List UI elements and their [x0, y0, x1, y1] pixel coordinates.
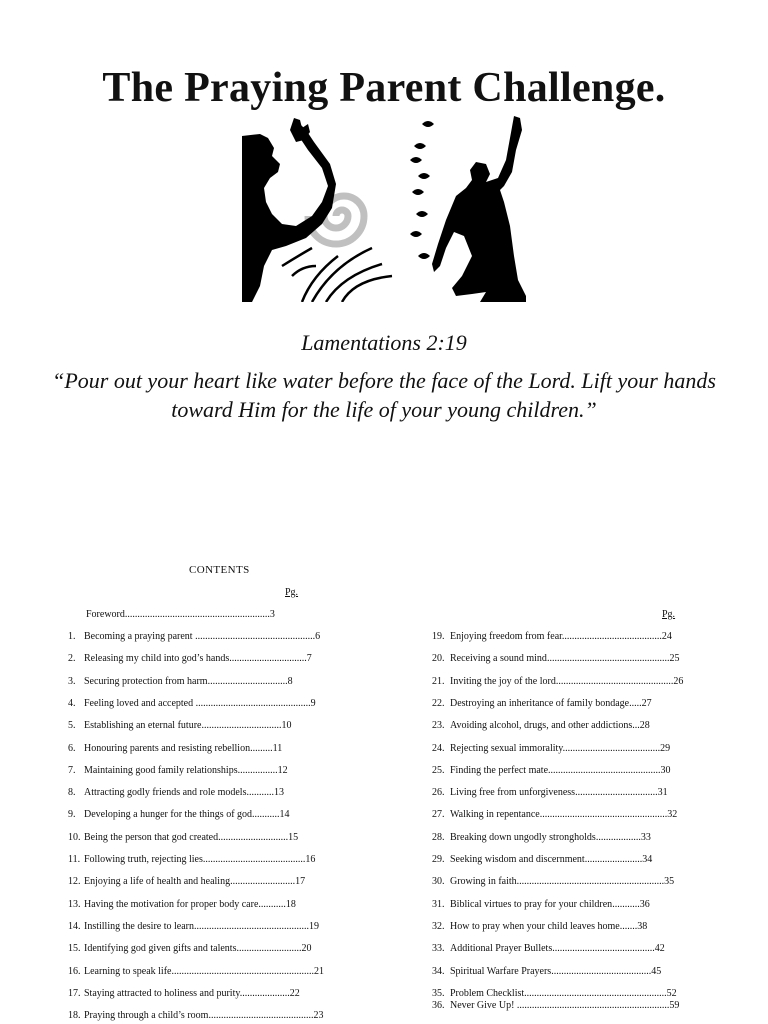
toc-leader: ......... [250, 742, 273, 754]
toc-item-label: Growing in faith [450, 876, 517, 888]
toc-item[interactable] [432, 652, 679, 666]
toc-page-number: 10 [281, 720, 292, 732]
toc-item-label: Attracting godly friends and role models [84, 787, 247, 799]
toc-leader: .................... [239, 987, 290, 999]
toc-leader: ........... [246, 787, 274, 799]
toc-item-number: 14. [68, 920, 81, 932]
toc-item-label: Problem Checklist [450, 987, 525, 999]
toc-leader: ......................................... [202, 854, 306, 865]
toc-page-number: 19 [308, 920, 319, 932]
toc-item-number: 36. [432, 999, 445, 1011]
toc-item-label: Rejecting sexual immorality [450, 742, 563, 754]
toc-item-number: 33. [432, 943, 445, 955]
toc-item-label: Releasing my child into god’s hands [84, 653, 230, 665]
pg-label-right: Pg. [662, 609, 676, 620]
toc-item-label: Seeking wisdom and discernment [450, 854, 585, 865]
toc-item-label: Staying attracted to holiness and purity [84, 987, 240, 999]
toc-item[interactable] [68, 965, 324, 979]
toc-page-number: 13 [273, 787, 284, 799]
toc-item-label: Receiving a sound mind [450, 653, 547, 665]
toc-leader: .............................................. [195, 697, 311, 709]
toc-page-number: 11 [272, 742, 283, 754]
toc-item-number: 17. [68, 987, 81, 999]
toc-item-label: Establishing an eternal future [84, 720, 202, 732]
toc-page-number: 17 [295, 876, 306, 888]
toc-item-label: Enjoying a life of health and healing [84, 876, 231, 888]
toc-item-number: 7. [68, 764, 76, 776]
toc-item-label: Finding the perfect mate [450, 764, 549, 776]
toc-leader: ................................. [575, 787, 658, 799]
toc-item[interactable] [68, 742, 282, 756]
toc-page-number: 52 [666, 987, 677, 999]
toc-item-number: 32. [432, 920, 445, 932]
toc-item-number: 13. [68, 898, 81, 910]
toc-page-number: 8 [287, 675, 293, 687]
toc-leader: ... [632, 720, 640, 732]
praying-silhouettes-illustration [242, 116, 526, 302]
toc-leader: ................................ [207, 675, 288, 687]
vine-decoration [410, 121, 434, 259]
toc-item[interactable] [68, 875, 305, 889]
toc-page-number: 32 [667, 809, 678, 821]
verse-quote: “Pour out your heart like water before the face of the Lord. Lift your hands toward Him for the life of your young children.” [52, 368, 716, 422]
toc-item-label: Maintaining good family relationships [84, 764, 238, 776]
toc-page-number: 23 [313, 1010, 324, 1022]
toc-item-label: Learning to speak life [84, 965, 172, 977]
toc-item[interactable] [432, 999, 679, 1013]
toc-leader: ............................... [229, 653, 307, 665]
toc-item[interactable] [432, 675, 683, 689]
pg-label-left: Pg. [285, 587, 299, 598]
toc-leader: ....................... [584, 854, 643, 865]
toc-item-number: 9. [68, 809, 76, 821]
toc-item-label: Spiritual Warfare Prayers [450, 965, 552, 977]
toc-item-number: 2. [68, 653, 76, 665]
toc-item-label: Avoiding alcohol, drugs, and other addictions [450, 720, 633, 732]
toc-item-label: Additional Prayer Bullets [450, 943, 553, 955]
toc-item-label: Having the motivation for proper body care [84, 898, 259, 910]
toc-leader: ............................................................. [516, 999, 670, 1011]
toc-item-label: Biblical virtues to pray for your children [450, 898, 613, 910]
toc-item-label: Walking in repentance [450, 809, 540, 821]
toc-item-number: 21. [432, 675, 445, 687]
woman-silhouette [242, 122, 336, 302]
toc-item[interactable] [432, 697, 652, 711]
toc-page-number: 36 [639, 898, 650, 910]
toc-leader: ............................................... [555, 675, 674, 687]
toc-item-label: Enjoying freedom from fear [450, 631, 562, 642]
toc-item-number: 27. [432, 809, 445, 821]
toc-item-label: Following truth, rejecting lies [84, 854, 203, 865]
toc-item[interactable] [432, 719, 650, 733]
toc-item[interactable] [68, 652, 312, 666]
toc-page-number: 33 [640, 831, 651, 843]
toc-item-number: 31. [432, 898, 445, 910]
toc-leader: ............................................. [548, 764, 661, 776]
toc-item[interactable] [432, 786, 668, 800]
toc-item-number: 4. [68, 697, 76, 709]
toc-item[interactable] [68, 987, 300, 1001]
toc-leader: ................................................ [195, 631, 316, 642]
toc-leader: ........................................ [561, 631, 662, 642]
toc-page-number: 12 [277, 764, 288, 776]
toc-page-number: 22 [289, 987, 300, 999]
toc-page-number: 7 [306, 653, 312, 665]
toc-page-number: 27 [641, 697, 652, 709]
toc-item-label: Identifying god given gifts and talents [84, 943, 237, 955]
toc-item[interactable] [68, 920, 319, 934]
toc-item[interactable] [68, 808, 290, 822]
toc-item-number: 8. [68, 787, 76, 799]
toc-page-number: 24 [661, 631, 672, 642]
toc-item-label: Never Give Up! [450, 999, 517, 1011]
toc-item-label: Instilling the desire to learn [84, 920, 194, 932]
toc-item-label: Inviting the joy of the lord [450, 675, 556, 687]
toc-leader: ........... [252, 809, 280, 821]
toc-page-number: 25 [669, 653, 680, 665]
toc-item-label: Foreword [86, 609, 125, 620]
toc-page-number: 21 [313, 965, 324, 977]
toc-leader: ........................................ [551, 965, 652, 977]
toc-leader: ......................................................... [171, 965, 314, 977]
toc-item-label: Living free from unforgiveness [450, 787, 576, 799]
toc-item-number: 29. [432, 854, 445, 865]
toc-item-label: Breaking down ungodly strongholds [450, 831, 596, 843]
toc-item[interactable] [68, 630, 320, 644]
toc-leader: .......................... [230, 876, 296, 888]
toc-item[interactable] [68, 831, 298, 845]
contents-heading: CONTENTS [189, 564, 250, 576]
toc-item-number: 12. [68, 876, 81, 888]
toc-page-number: 28 [639, 720, 650, 732]
toc-item-number: 19. [432, 631, 445, 642]
toc-item[interactable] [68, 764, 288, 778]
toc-item[interactable] [432, 742, 670, 756]
toc-leader: .......................................... [208, 1010, 314, 1022]
toc-page-number: 31 [657, 787, 668, 799]
toc-item-number: 1. [68, 631, 76, 642]
toc-item-number: 25. [432, 764, 445, 776]
toc-item[interactable] [432, 831, 651, 845]
toc-item[interactable] [432, 764, 671, 778]
toc-leader: ................................................. [546, 653, 670, 665]
toc-leader: .......................................................... [124, 609, 270, 620]
toc-page-number: 9 [310, 697, 316, 709]
toc-leader: ....................................... [562, 742, 661, 754]
toc-item-number: 10. [68, 831, 81, 843]
toc-item-number: 3. [68, 675, 76, 687]
toc-page-number: 38 [637, 920, 648, 932]
toc-page-number: 6 [315, 631, 321, 642]
toc-item-label: Destroying an inheritance of family bondage [450, 697, 630, 709]
toc-item-number: 15. [68, 943, 81, 955]
toc-item[interactable] [432, 630, 672, 644]
toc-leader: ................................ [201, 720, 282, 732]
toc-item-number: 23. [432, 720, 445, 732]
toc-item-number: 20. [432, 653, 445, 665]
toc-item-label: Developing a hunger for the things of god [84, 809, 253, 821]
toc-page-number: 14 [279, 809, 290, 821]
toc-leader: ..... [629, 697, 642, 709]
toc-item-number: 28. [432, 831, 445, 843]
toc-item-number: 16. [68, 965, 81, 977]
kneeling-man-silhouette [432, 116, 526, 302]
toc-page-number: 20 [301, 943, 312, 955]
toc-item[interactable] [68, 719, 291, 733]
toc-item-number: 34. [432, 965, 445, 977]
toc-leader: ........... [612, 898, 640, 910]
toc-page-number: 15 [288, 831, 299, 843]
toc-item-label: Securing protection from harm [84, 675, 208, 687]
toc-page-number: 30 [660, 764, 671, 776]
toc-item[interactable] [68, 697, 316, 711]
toc-item[interactable] [432, 920, 647, 934]
toc-leader: ........... [258, 898, 286, 910]
toc-item-number: 5. [68, 720, 76, 732]
toc-item-number: 6. [68, 742, 76, 754]
toc-item-number: 22. [432, 697, 445, 709]
toc-page-number: 3 [269, 609, 275, 620]
toc-leader: ........................................................... [516, 876, 665, 888]
toc-item[interactable] [68, 853, 315, 867]
toc-leader: ......................................................... [524, 987, 667, 999]
toc-item-number: 11. [68, 854, 81, 865]
document-title: The Praying Parent Challenge. [102, 65, 666, 112]
toc-leader: .................. [595, 831, 641, 843]
toc-page-number: 29 [660, 742, 671, 754]
toc-item-label: Being the person that god created [84, 831, 219, 843]
toc-page-number: 18 [285, 898, 296, 910]
toc-page-number: 34 [642, 854, 653, 865]
toc-item-label: Honouring parents and resisting rebellion [84, 742, 251, 754]
toc-item[interactable] [68, 898, 296, 912]
grass-decoration [282, 248, 392, 302]
toc-page-number: 42 [654, 943, 665, 955]
toc-item-label: Praying through a child’s room [84, 1010, 209, 1022]
toc-page-number: 26 [673, 675, 684, 687]
toc-item-number: 30. [432, 876, 445, 888]
toc-item[interactable] [68, 1009, 323, 1023]
toc-leader: ................................................... [539, 809, 668, 821]
toc-item[interactable] [68, 942, 311, 956]
verse-reference: Lamentations 2:19 [301, 330, 467, 355]
toc-leader: ............................ [218, 831, 289, 843]
toc-page-number: 45 [651, 965, 662, 977]
toc-item-label: Feeling loved and accepted [84, 697, 196, 709]
toc-page-number: 16 [305, 854, 316, 865]
toc-leader: .......................... [236, 943, 302, 955]
toc-item[interactable] [68, 786, 284, 800]
toc-leader: ......................................... [552, 943, 655, 955]
toc-item[interactable] [432, 875, 674, 889]
toc-item-number: 26. [432, 787, 445, 799]
toc-item-label: Becoming a praying parent [84, 631, 196, 642]
toc-item[interactable] [432, 942, 665, 956]
toc-item-number: 35. [432, 987, 445, 999]
toc-leader: .............................................. [193, 920, 309, 932]
toc-foreword[interactable] [86, 608, 275, 622]
toc-leader: ................ [237, 764, 278, 776]
toc-item-label: How to pray when your child leaves home [450, 920, 620, 932]
toc-item[interactable] [432, 808, 677, 822]
toc-page-number: 59 [669, 999, 680, 1011]
toc-item-number: 24. [432, 742, 445, 754]
toc-item[interactable] [68, 675, 293, 689]
toc-leader: ....... [619, 920, 638, 932]
toc-page-number: 35 [664, 876, 675, 888]
toc-item-number: 18. [68, 1010, 81, 1022]
toc-item[interactable] [432, 965, 661, 979]
toc-item[interactable] [432, 898, 650, 912]
toc-item[interactable] [432, 853, 652, 867]
